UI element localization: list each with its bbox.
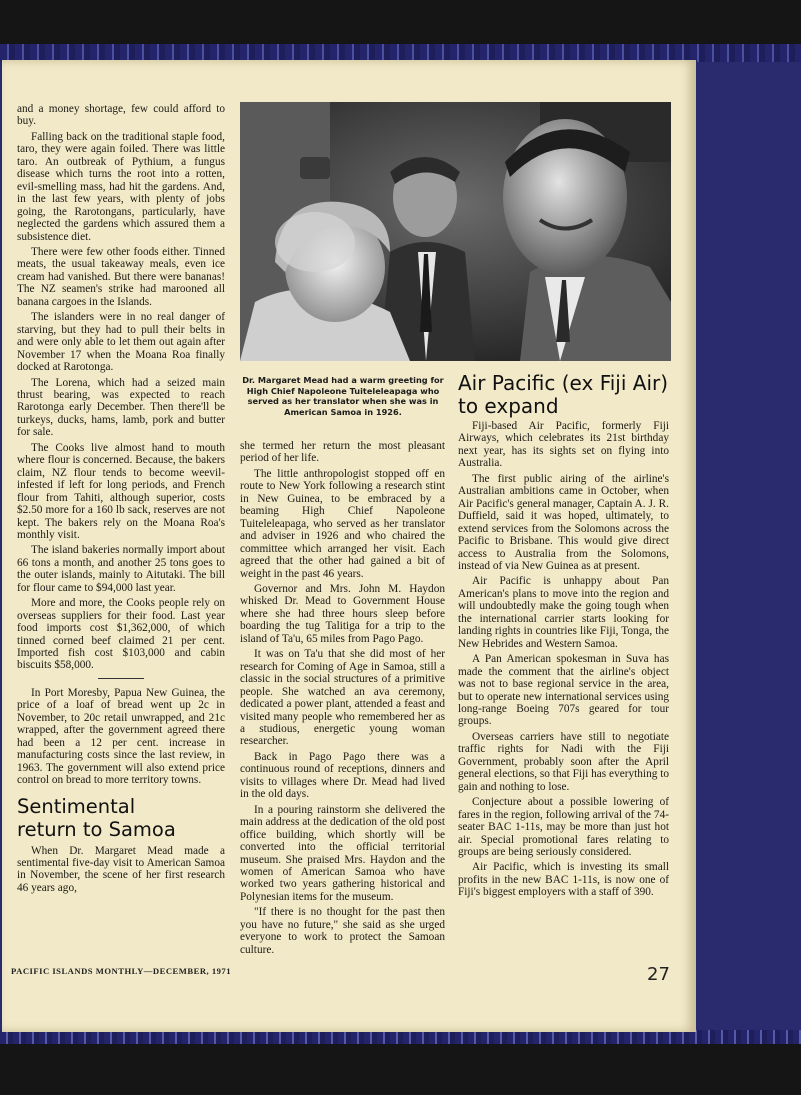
paragraph: she termed her return the most pleasant period of her life. <box>240 440 445 465</box>
page-number: 27 <box>647 964 670 985</box>
binding-edge-bottom <box>0 1030 801 1044</box>
headline-samoa: Sentimental return to Samoa <box>17 794 176 841</box>
paragraph: Air Pacific is unhappy about Pan American's plans to move into the region and will undoubtedly make the going tough when the international carrier starts looking for landing rights in countries like Fiji, Tonga, the New Hebrides and Western Samoa. <box>458 575 669 650</box>
paragraph: The little anthropologist stopped off en route to New York following a research stint in New Guinea, to be embraced by a beaming High Chief Napoleone Tuiteleleapaga, who served as her translator and adviser in 1926 and who chaired the committee which arranged her visit. Each agreed that the other had gained a bit of weight in the past 46 years. <box>240 467 445 580</box>
column-middle <box>240 440 445 959</box>
photo-caption: Dr. Margaret Mead had a warm greeting for High Chief Napoleone Tuiteleleapaga who served as her translator when she was in American Samoa in 1926. <box>242 375 444 417</box>
paragraph: There were few other foods either. Tinned meats, the usual takeaway meals, even ice cream had vanished. But there were bananas! The NZ seamen's strike had marooned all banana cargoes in the Islands. <box>17 245 225 308</box>
paragraph: Fiji-based Air Pacific, formerly Fiji Airways, which celebrates its 21st birthday next year, has its sights set on flying into Australia. <box>458 420 669 470</box>
publication-footer: PACIFIC ISLANDS MONTHLY—DECEMBER, 1971 <box>11 966 232 976</box>
paragraph: The island bakeries normally import about 66 tons a month, and another 25 tons goes to the outer islands, mainly to Aitutaki. The bill for flour came to $94,000 last year. <box>17 544 225 594</box>
paragraph: In a pouring rainstorm she delivered the main address at the dedication of the old post office building, which shortly will be converted into the official territorial museum. She praised Mrs. Haydon and the women of American Samoa who have worked two years gathering historical and Polynesian items for the museum. <box>240 803 445 903</box>
paragraph: Governor and Mrs. John M. Haydon whisked Dr. Mead to Government House where she had three hours sleep before boarding the tug Talitiga for a trip to the island of Ta'u, 65 miles from Pago Pago. <box>240 582 445 645</box>
magazine-page <box>2 60 696 1032</box>
paragraph: When Dr. Margaret Mead made a sentimental five-day visit to American Samoa in November, the scene of her first research 46 years ago, <box>17 844 225 894</box>
news-photo-mead-greeting <box>240 102 671 361</box>
paragraph: "If there is no thought for the past then you have no future," she said as she urged everyone to work to protect the Samoan culture. <box>240 906 445 956</box>
paragraph: Back in Pago Pago there was a continuous round of receptions, dinners and visits to villages where Dr. Mead had lived in the old days. <box>240 750 445 801</box>
paragraph: Overseas carriers have still to negotiate traffic rights for Nadi with the Fiji Government, probably soon after the April general elections, so that Fiji has everything to gain and nothing to lose. <box>458 730 669 793</box>
paragraph: Conjecture about a possible lowering of fares in the region, following arrival of the 74-seater BAC 1-11s, may be more than just hot air. Special promotional fares relating to groups are being seriously considered. <box>458 796 669 858</box>
paragraph: Falling back on the traditional staple food, taro, they were again foiled. There was little taro. An outbreak of Pythium, a fungus disease which turns the root into a rotten, evil-smelling mass, had hit the gardens. And, in the last few years, with plenty of jobs going, the Rarotongans, particularly, have neglected the gardens which assured them a subsistence diet. <box>17 130 225 243</box>
paragraph: In Port Moresby, Papua New Guinea, the price of a loaf of bread went up 2c in November, to 20c retail unwrapped, and 21c wrapped, after the government agreed there had been a 12 per cent. increase in manufacturing costs since the last review, in 1963. The government will also extend price control on bread to more territory towns. <box>17 686 225 787</box>
paragraph: and a money shortage, few could afford to buy. <box>17 103 225 128</box>
paragraph: The islanders were in no real danger of starving, but they had to pull their belts in and were only able to let them out again after November 17 when the Moana Roa finally docked at Rarotonga. <box>17 311 225 374</box>
paragraph: The first public airing of the airline's Australian ambitions came in October, when Air Pacific's general manager, Captain A. J. R. Duffield, said it was hoped, ultimately, to extend services from the Solomons across the Pacific to Brisbane. This would give direct access to Australia from the Solomons, instead of via New Guinea as at present. <box>458 472 669 572</box>
photo-illustration <box>240 102 671 361</box>
paragraph: More and more, the Cooks people rely on overseas suppliers for their food. Last year food imports cost $1,362,000, of which tinned corned beef claimed 21 per cent. Imported fish cost $103,000 and cabin biscuits $58,000. <box>17 597 225 672</box>
paragraph: Air Pacific, which is investing its small profits in the new BAC 1-11s, is now one of Fiji's biggest employers with a staff of 390. <box>458 861 669 899</box>
paragraph: A Pan American spokesman in Suva has made the comment that the airline's object was not to base regional service in the area, but to operate new international services using long-range Boeing 707s geared for tour groups. <box>458 653 669 728</box>
column-left <box>17 103 225 897</box>
paragraph: The Lorena, which had a seized main thrust bearing, was expected to reach Rarotonga early December. Then there'll be turkeys, ducks, hams, lamb, pork and butter for sale. <box>17 376 225 439</box>
section-divider <box>98 678 144 679</box>
column-right <box>458 372 669 902</box>
paragraph: It was on Ta'u that she did most of her research for Coming of Age in Samoa, still a classic in the social structures of a primitive people. She watched an ava ceremony, dedicated a power plant, attended a feast and visited many people who remembered her as a studious, energetic young woman researcher. <box>240 648 445 748</box>
headline-air-pacific: Air Pacific (ex Fiji Air) to expand <box>458 371 669 418</box>
paragraph: The Cooks live almost hand to mouth where flour is concerned. Because, the bakers claim, NZ flour tends to become weevil-infested if left for long periods, and French flour from Tahiti, although superior, costs $2.50 more for a 160 lb sack, reserves are not kept. The bakers rely on the Moana Roa's monthly visit. <box>17 441 225 541</box>
